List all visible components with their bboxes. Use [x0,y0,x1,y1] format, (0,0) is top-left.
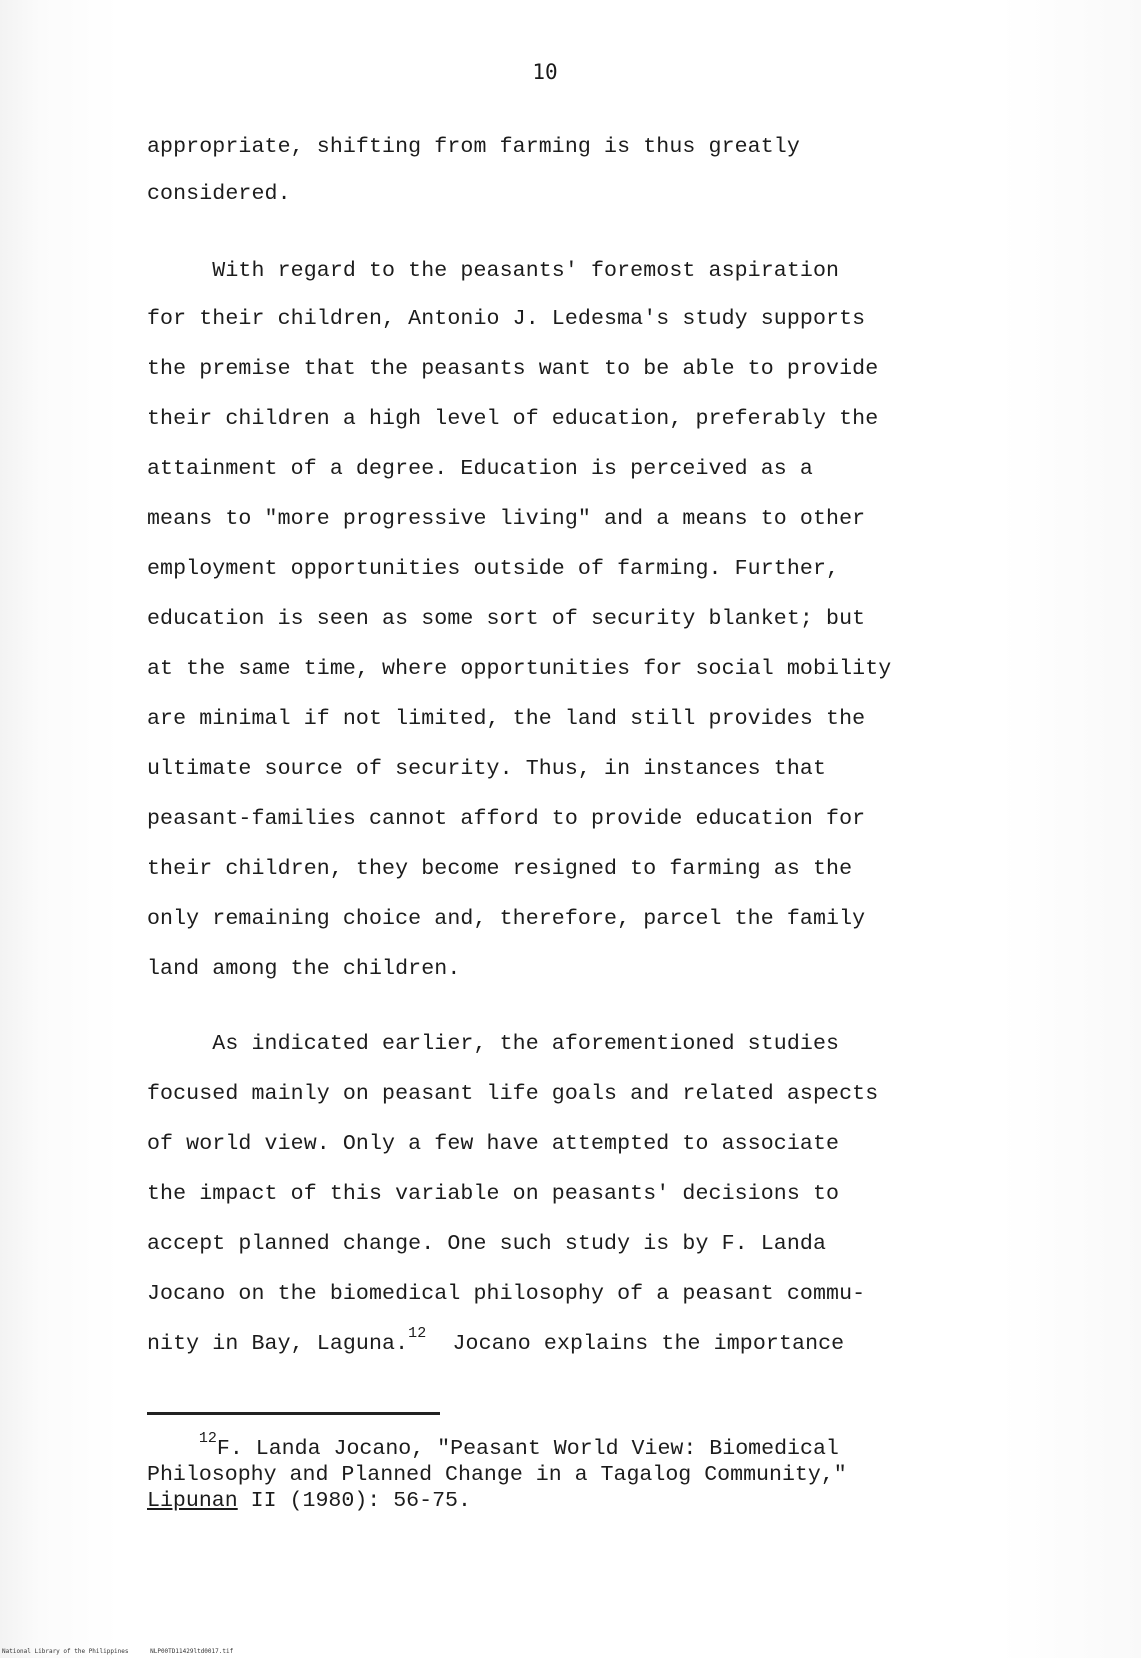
text-line: appropriate, shifting from farming is thus greatly [147,135,800,159]
text-line: education is seen as some sort of security blanket; but [147,607,866,631]
text-line: As indicated earlier, the aforementioned studies [147,1032,840,1056]
text-line: Jocano on the biomedical philosophy of a peasant commu- [147,1282,866,1306]
footnote-marker: 12 [198,1430,217,1447]
text-line: are minimal if not limited, the land still provides the [147,707,866,731]
page-number: 10 [532,60,558,84]
text-line: focused mainly on peasant life goals and related aspects [147,1082,879,1106]
text-line: at the same time, where opportunities for social mobility [147,657,892,681]
text-line: of world view. Only a few have attempted to associate [147,1132,840,1156]
text-line: means to "more progressive living" and a means to other [147,507,866,531]
text-line: accept planned change. One such study is by F. Landa [147,1232,827,1256]
text-line: attainment of a degree. Education is perceived as a [147,457,813,481]
text-line: peasant-families cannot afford to provide education for [147,807,866,831]
text-fragment: Jocano explains the importance [426,1332,845,1356]
footnote-line: Philosophy and Planned Change in a Tagalog Community," [147,1463,847,1487]
text-line: the premise that the peasants want to be able to provide [147,357,879,381]
text-line: only remaining choice and, therefore, parcel the family [147,907,866,931]
text-line: ultimate source of security. Thus, in instances that [147,757,827,781]
text-line: employment opportunities outside of farming. Further, [147,557,840,581]
text-fragment: nity in Bay, Laguna. [147,1332,409,1356]
text-line: considered. [147,182,291,206]
scan-credit: National Library of the Philippines NLP00TD11429ltd0017.tif [2,1648,234,1655]
text-line: the impact of this variable on peasants' decisions to [147,1182,840,1206]
footnote-line [147,1430,839,1462]
footnote-reference: 12 [408,1325,427,1342]
text-line [147,1325,845,1357]
text-line: their children a high level of education, preferably the [147,407,879,431]
footnote-line [147,1488,471,1514]
text-line: for their children, Antonio J. Ledesma's study supports [147,307,866,331]
text-line: land among the children. [147,957,461,981]
footnote-text: II (1980): 56-75. [237,1489,471,1513]
text-line: their children, they become resigned to farming as the [147,857,853,881]
journal-title: Lipunan [147,1489,238,1513]
footnote-text: F. Landa Jocano, "Peasant World View: Biomedical [216,1437,839,1461]
footnote-rule [147,1412,440,1415]
text-line: With regard to the peasants' foremost aspiration [147,259,840,283]
